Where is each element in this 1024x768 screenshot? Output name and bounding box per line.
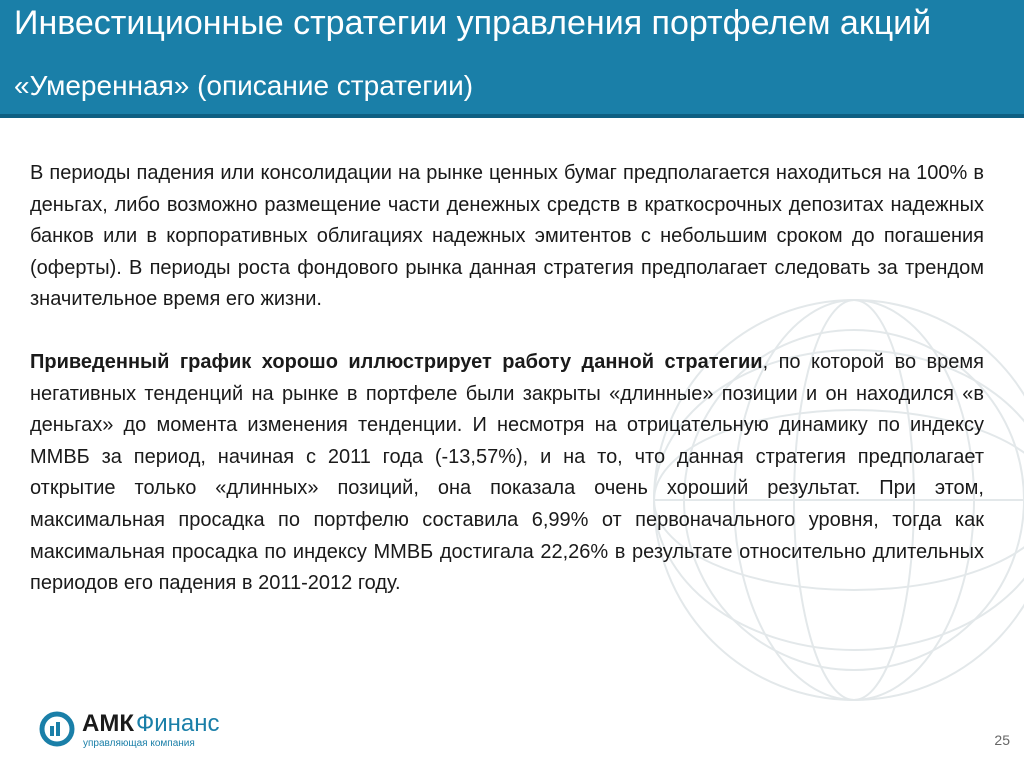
company-logo: [38, 708, 278, 752]
logo-tagline: управляющая компания: [83, 738, 195, 749]
logo-ring-icon: [38, 710, 76, 748]
paragraph-body-text: , по которой во время негативных тенденций на рынке в портфеле были закрыты «длинные» позиции и он находился «в деньгах» до момента изменения тенденции. И несмотря на отрицательную динамику по индексу ММВБ за период, начиная с 2011 года (-13,57%), и на то, что данная стратегия предполагает открытие только «длинных» позиций, она показала очень хороший результат. При этом, максимальная просадка по портфелю составила 6,99% от первоначального уровня, тогда как максимальная просадка по индексу ММВБ достигала 22,26% в результате относительно длительных периодов его падения в 2011-2012 году.: [30, 350, 984, 595]
paragraph-strategy-description: В периоды падения или консолидации на рынке ценных бумаг предполагается находиться на 100% в деньгах, либо возможно размещение части денежных средств в краткосрочных депозитах надежных банков или в корпоративных облигациях надежных эмитентов с небольшим сроком до погашения (оферты). В периоды роста фондового рынка данная стратегия предполагает следовать за трендом значительное время его жизни.: [30, 162, 984, 311]
paragraph-lead-bold: Приведенный график хорошо иллюстрирует работу данной стратегии: [30, 350, 763, 373]
slide-body: [30, 158, 984, 600]
slide-subtitle: «Умеренная» (описание стратегии): [14, 70, 474, 101]
logo-amk-text: АМК: [82, 710, 134, 737]
slide-header: [0, 0, 1024, 118]
logo-finans-text: Финанс: [135, 710, 220, 737]
slide-title: Инвестиционные стратегии управления портфелем акций: [14, 4, 932, 42]
paragraph-chart-explanation: [30, 347, 984, 600]
page-number: 25: [994, 732, 1010, 748]
logo-wordmark: [82, 710, 220, 738]
